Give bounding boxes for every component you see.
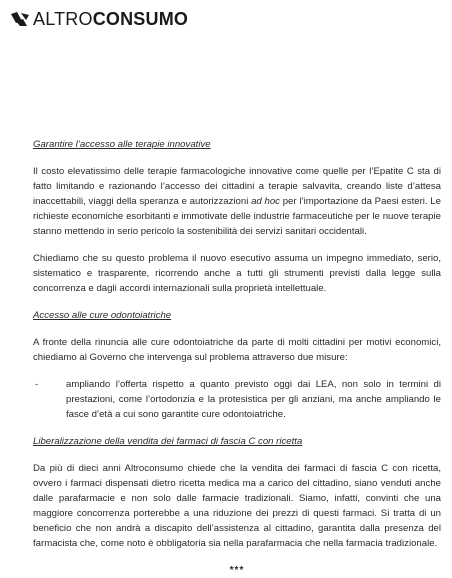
document-body [33, 137, 441, 578]
section-heading-odontoiatriche: Accesso alle cure odontoiatriche [33, 310, 172, 321]
italic-ad-hoc: ad hoc [251, 196, 280, 207]
logo-text-bold: CONSUMO [92, 9, 189, 29]
logo-mark-icon [10, 11, 30, 27]
paragraph-text: Il costo elevatissimo delle terapie farmacologiche innovative come quelle per l’Epatite C sta di fatto limitando e razionando l’accesso dei cittadini a terapie salvavita, creando liste d’attesa inaccettabili, viaggi della speranza e autorizzazioni [33, 166, 441, 207]
paragraph-fascia-c: Da più di dieci anni Altroconsumo chiede che la vendita dei farmaci di fascia C con ricetta, ovvero i farmaci dispensati dietro ricetta medica ma a carico del cittadino, siano venduti anche dalle parafarmacie e non solo dalle farmacie tradizionali. Siamo, infatti, convinti che una maggiore concorrenza porterebbe a una riduzione dei prezzi di questi farmaci. Si tratta di un beneficio che non andrà a discapito dell’assistenza al cittadino, garantita dalla presenza del farmacista che, come noto è obbligatoria sia nella parafarmacia che nella farmacia tradizionale. [33, 463, 441, 549]
paragraph-richiesta-esecutivo: Chiediamo che su questo problema il nuovo esecutivo assuma un impegno immediato, serio, sistematico e trasparente, ricorrendo anche a tutti gli strumenti previsti dalla legge sulla concorrenza e dagli accordi internazionali sulla proprietà intellettuale. [33, 253, 441, 294]
altroconsumo-logo [10, 8, 188, 30]
list-item [33, 377, 441, 422]
section-heading-terapie: Garantire l’accesso alle terapie innovative [33, 139, 211, 150]
paragraph-costo-terapie [33, 164, 441, 239]
list-item-text: ampliando l’offerta rispetto a quanto previsto oggi dai LEA, non solo in termini di prestazioni, come l’ortodonzia e la protesistica per gli anziani, ma anche ampliando le fasce d’età a cui sono garantite cure odontoiatriche. [66, 379, 441, 420]
section-heading-fascia-c: Liberalizzazione della vendita dei farmaci di fascia C con ricetta [33, 436, 303, 447]
paragraph-rinuncia-cure: A fronte della rinuncia alle cure odontoiatriche da parte di molti cittadini per motivi economici, chiediamo al Governo che intervenga sul problema attraverso due misure: [33, 337, 441, 363]
logo-text [33, 8, 188, 30]
bullet-marker: - [35, 379, 39, 390]
logo-text-light: ALTRO [33, 9, 93, 29]
paragraph-text: per l’importazione da Paesi esteri. Le richieste economiche esorbitanti e immotivate delle industrie farmaceutiche per le nuove terapie stanno mettendo in serio pericolo la sostenibilità dei servizi sanitari occidentali. [33, 196, 441, 237]
section-separator: *** [229, 565, 245, 576]
